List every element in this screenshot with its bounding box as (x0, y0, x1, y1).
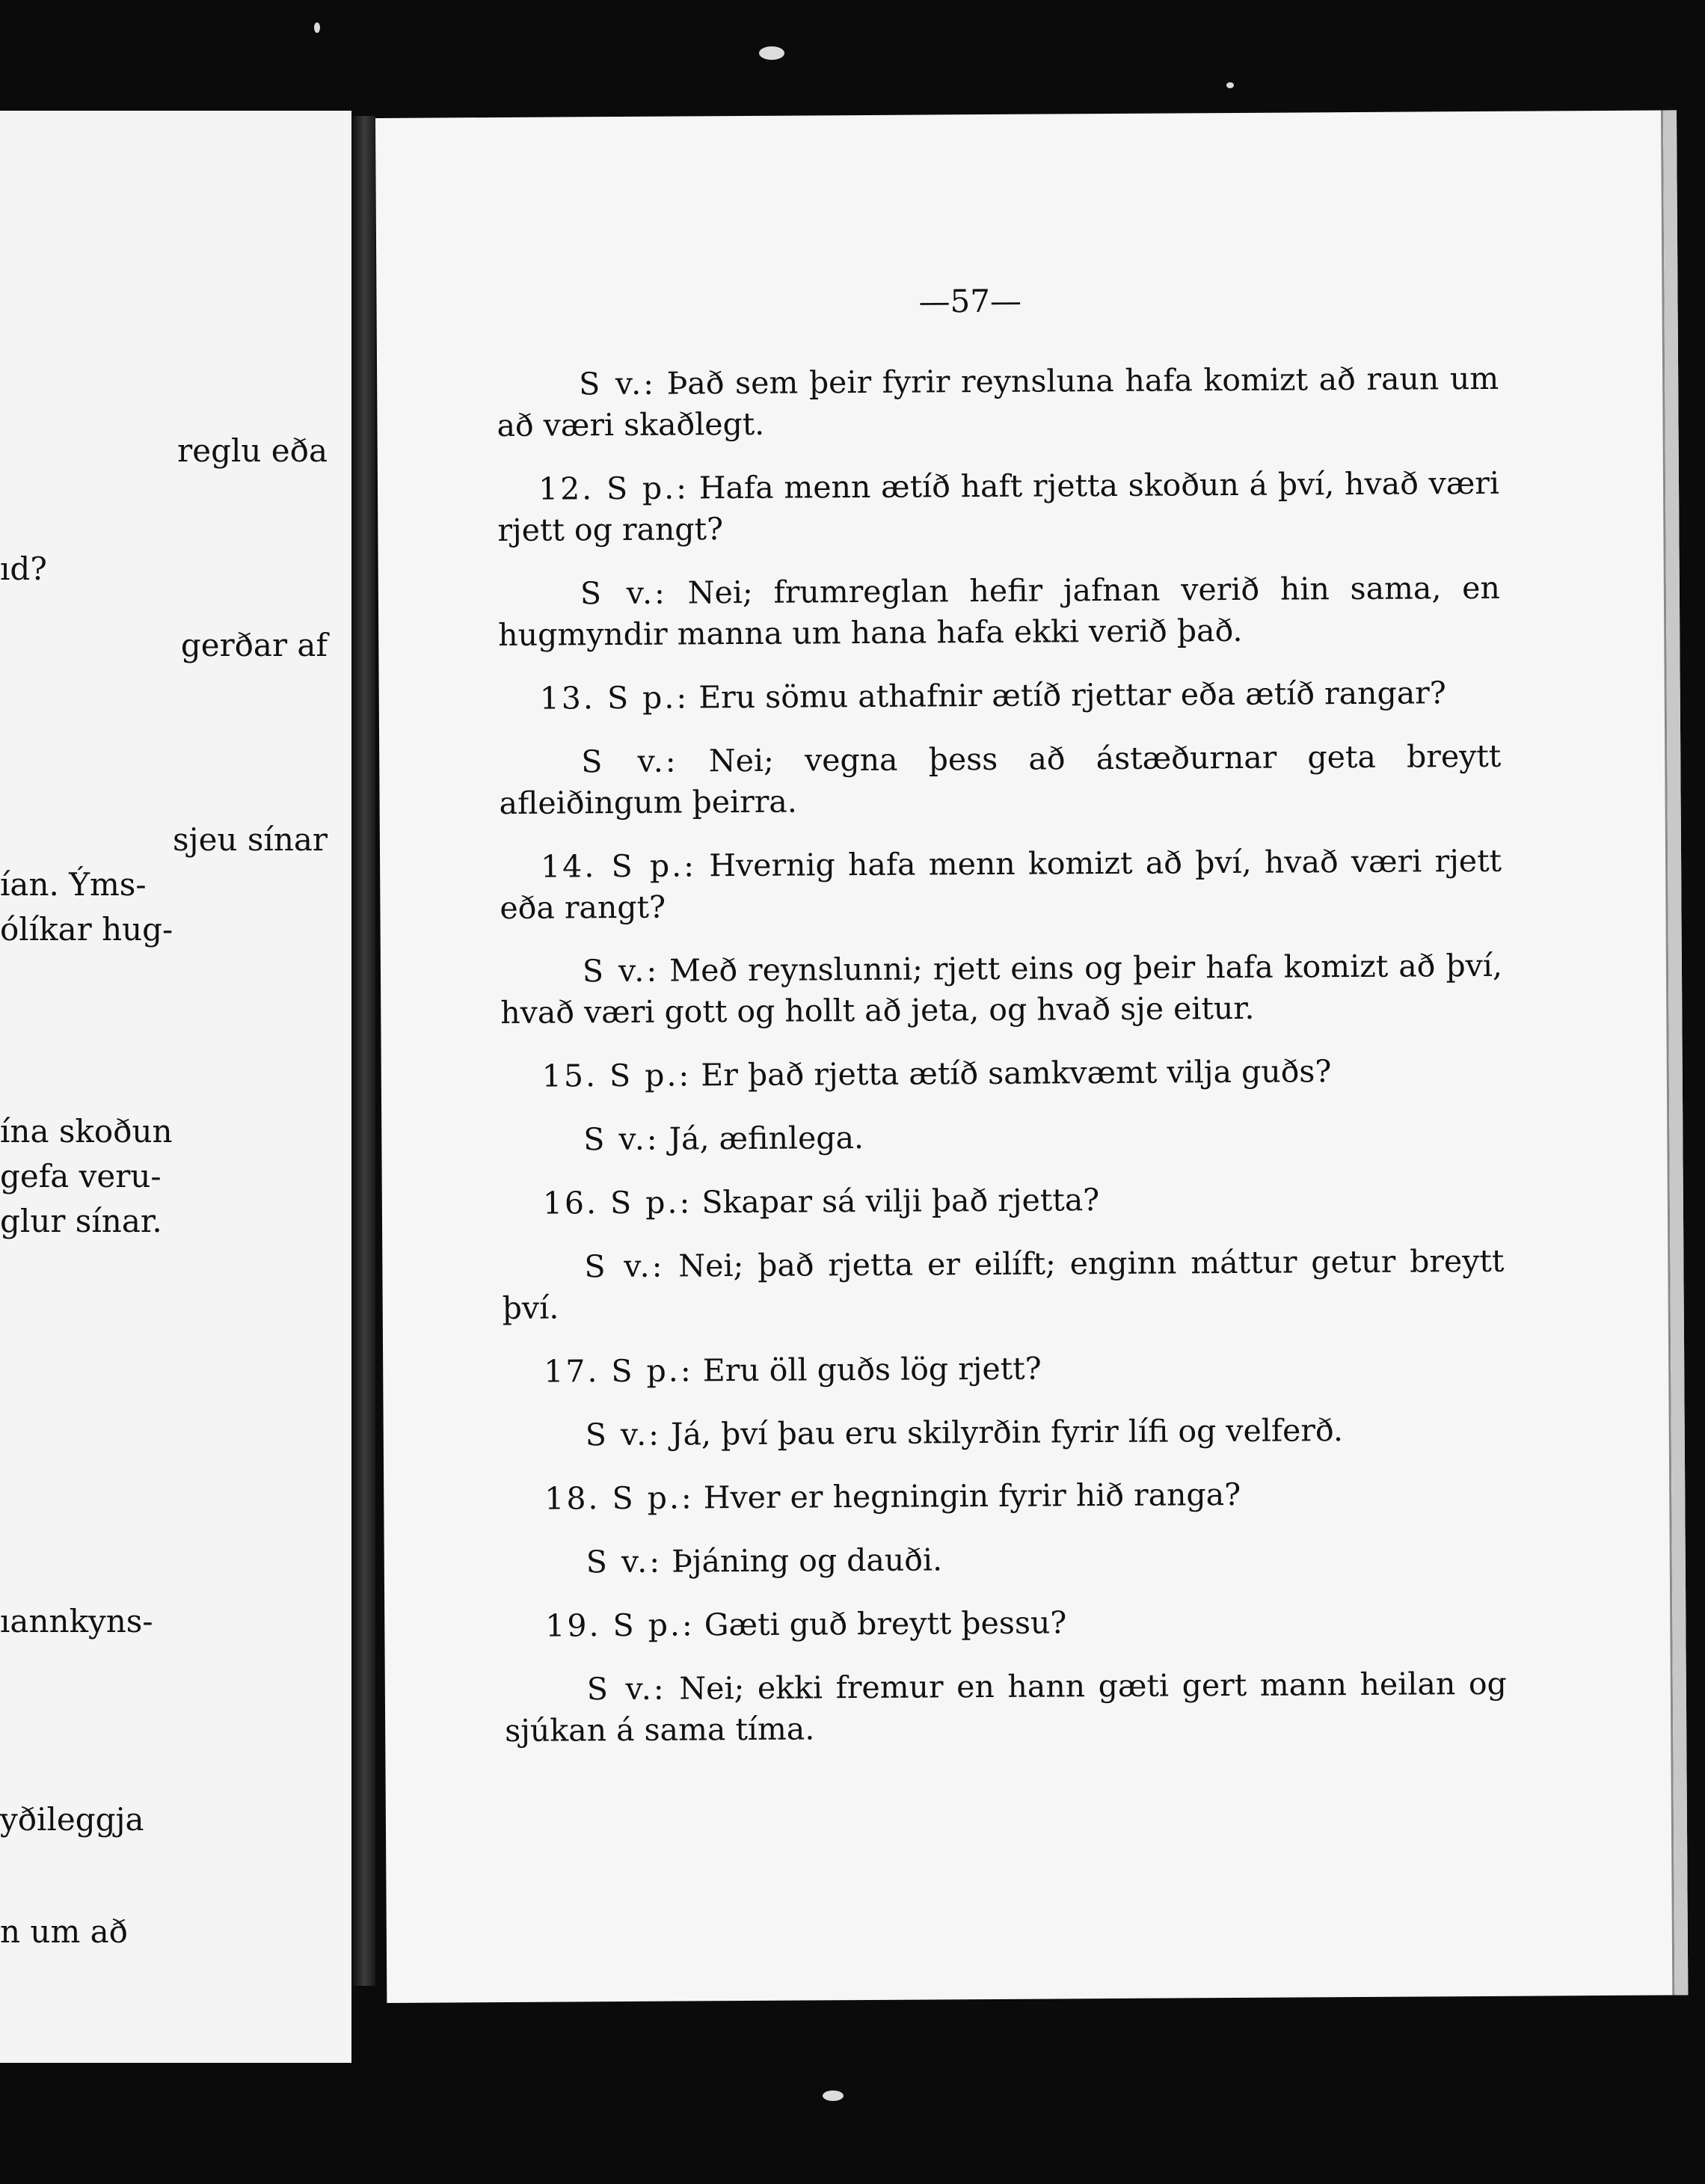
left-fragment: gerðar af (180, 627, 328, 663)
entry-label: 16. S p.: (542, 1184, 692, 1221)
right-page (375, 110, 1688, 2003)
entry-text: Nei; ekki fremur en hann gæti gert mann heilan og sjúkan á sama tíma. (505, 1665, 1507, 1749)
answer-paragraph (500, 945, 1503, 1034)
entry-text: Skapar sá vilji það rjetta? (701, 1182, 1100, 1221)
entry-text: Það sem þeir fyrir reynsluna hafa komizt að raun um að væri skaðlegt. (497, 360, 1499, 444)
scan-speck (1226, 82, 1234, 88)
page-number: —57— (918, 282, 1022, 320)
entry-label: S v.: (586, 1543, 663, 1580)
left-fragment: reglu eða (177, 432, 328, 469)
answer-paragraph (498, 568, 1501, 656)
entry-label: 19. S p.: (545, 1607, 695, 1644)
entry-text: Eru öll guðs lög rjett? (702, 1350, 1042, 1389)
left-fragment: ólíkar hug- (0, 911, 173, 948)
scan-speck (314, 22, 320, 33)
entry-label: S v.: (579, 365, 657, 402)
left-fragment: glur sínar. (0, 1203, 162, 1239)
entry-label: S v.: (580, 574, 668, 612)
entry-label: 12. S p.: (538, 470, 689, 507)
answer-paragraph (501, 1114, 1503, 1161)
entry-text: Eru sömu athafnir ætíð rjettar eða ætíð rangar? (698, 675, 1446, 716)
entry-label: 18. S p.: (544, 1479, 694, 1517)
entry-text: Já, æfinlega. (669, 1120, 864, 1157)
entry-text: Hvernig hafa menn komizt að því, hvað væri rjett eða rangt? (500, 842, 1502, 927)
left-fragment: ían. Ýms- (0, 866, 147, 903)
left-fragment: sjeu sínar (173, 821, 328, 858)
entry-label: S v.: (584, 1248, 665, 1285)
question-paragraph (502, 1177, 1504, 1224)
question-paragraph (500, 841, 1502, 929)
answer-paragraph (502, 1241, 1505, 1329)
entry-text: Með reynslunni; rjett eins og þeir hafa komizt að því, hvað væri gott og hollt að jeta, og hvað sje eitur. (500, 947, 1503, 1031)
scan-speck (759, 46, 784, 60)
entry-text: Hafa menn ætíð haft rjetta skoðun á því, hvað væri rjett og rangt? (497, 464, 1500, 549)
entry-text: Er það rjetta ætíð samkvæmt vilja guðs? (701, 1053, 1332, 1093)
left-fragment: yðileggja (0, 1801, 144, 1838)
entry-text: Þjáning og dauði. (671, 1542, 943, 1580)
answer-paragraph (497, 358, 1499, 447)
answer-paragraph (504, 1536, 1506, 1583)
answer-paragraph (499, 736, 1502, 824)
question-paragraph (504, 1600, 1506, 1647)
entry-label: 14. S p.: (540, 847, 697, 885)
entry-text: Nei; það rjetta er eilíft; enginn máttur getur breytt því. (502, 1242, 1505, 1326)
left-fragment: n um að (0, 1913, 128, 1950)
question-paragraph (503, 1473, 1505, 1520)
left-fragment: gefa veru- (0, 1158, 162, 1194)
entry-label: 13. S p.: (539, 679, 689, 717)
entry-label: S v.: (585, 1416, 662, 1453)
answer-paragraph (505, 1663, 1508, 1752)
left-fragment: ıannkyns- (0, 1603, 153, 1639)
book-gutter (351, 116, 375, 1986)
entry-label: 17. S p.: (544, 1352, 693, 1390)
entry-text: Já, því þau eru skilyrðin fyrir lífi og velferð. (670, 1412, 1344, 1453)
entry-label: S v.: (586, 1670, 666, 1708)
entry-text: Hver er hegningin fyrir hið ranga? (703, 1476, 1241, 1516)
left-fragment: ína skoðun (0, 1113, 173, 1150)
entry-text: Nei; vegna þess að ástæðurnar geta breytt afleiðingum þeirra. (499, 737, 1502, 822)
question-paragraph (499, 672, 1501, 720)
entry-text: Gæti guð breytt þessu? (704, 1604, 1067, 1643)
left-fragment: ıd? (0, 550, 47, 587)
question-paragraph (503, 1346, 1505, 1393)
entry-label: S v.: (582, 952, 660, 990)
entry-label: S v.: (581, 743, 678, 780)
question-paragraph (497, 463, 1500, 551)
entry-text: Nei; frumreglan hefir jafnan verið hin sama, en hugmyndir manna um hana hafa ekki verið það. (498, 569, 1501, 654)
scan-speck (823, 2091, 844, 2101)
left-page (0, 111, 351, 2063)
entry-label: 15. S p.: (541, 1057, 692, 1094)
catechism-text (497, 358, 1507, 1774)
answer-paragraph (503, 1409, 1505, 1456)
entry-label: S v.: (583, 1120, 660, 1158)
question-paragraph (501, 1050, 1503, 1097)
